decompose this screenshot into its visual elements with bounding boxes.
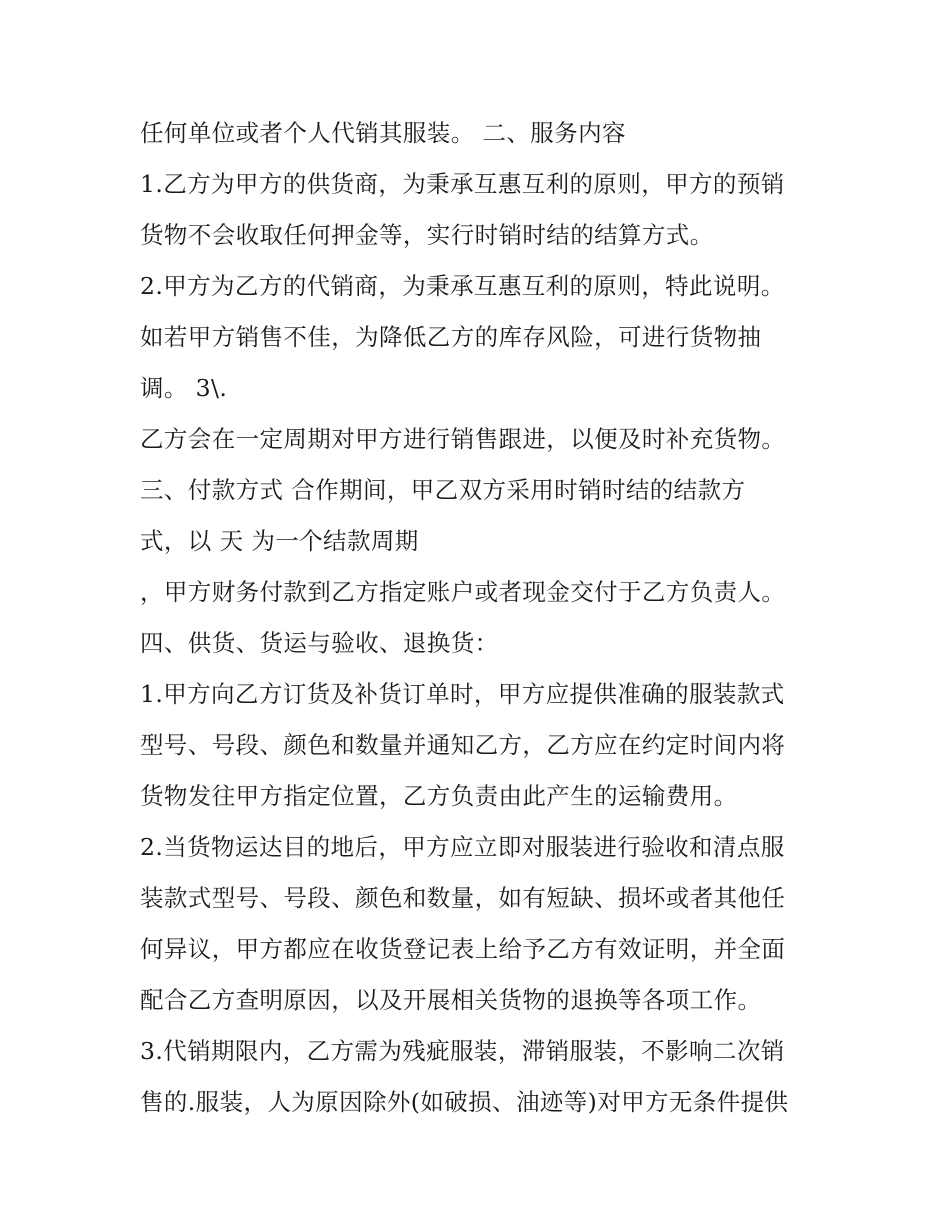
text-line: 货物发往甲方指定位置，乙方负责由此产生的运输费用。 bbox=[140, 782, 738, 810]
text-line: 2.当货物运达目的地后，甲方应立即对服装进行验收和清点服 bbox=[140, 833, 785, 861]
text-line: 装款式型号、号段、颜色和数量，如有短缺、损坏或者其他任 bbox=[140, 884, 786, 912]
text-line: 乙方会在一定周期对甲方进行销售跟进，以便及时补充货物。 bbox=[140, 425, 786, 453]
text-line: ，甲方财务付款到乙方指定账户或者现金交付于乙方负责人。 bbox=[140, 578, 786, 606]
text-line: 式，以 天 为一个结款周期 bbox=[140, 527, 419, 555]
text-line: 如若甲方销售不佳，为降低乙方的库存风险，可进行货物抽 bbox=[140, 323, 762, 351]
contract-body bbox=[140, 108, 840, 1128]
text-line: 任何单位或者个人代销其服装。 二、服务内容 bbox=[140, 119, 626, 147]
text-line: 售的.服装，人为原因除外(如破损、油迹等)对甲方无条件提供 bbox=[140, 1088, 789, 1116]
text-line: 1.乙方为甲方的供货商，为秉承互惠互利的原则，甲方的预销 bbox=[140, 170, 785, 198]
text-line: 四、供货、货运与验收、退换货： bbox=[140, 629, 499, 657]
text-line: 1.甲方向乙方订货及补货订单时，甲方应提供准确的服装款式 bbox=[140, 680, 785, 708]
text-line: 3.代销期限内，乙方需为残疵服装，滞销服装，不影响二次销 bbox=[140, 1037, 785, 1065]
text-line: 三、付款方式 合作期间，甲乙双方采用时销时结的结款方 bbox=[140, 476, 746, 504]
text-line: 货物不会收取任何押金等，实行时销时结的结算方式。 bbox=[140, 221, 714, 249]
text-line: 配合乙方查明原因，以及开展相关货物的退换等各项工作。 bbox=[140, 986, 762, 1014]
text-line: 2.甲方为乙方的代销商，为秉承互惠互利的原则，特此说明。 bbox=[140, 272, 785, 300]
text-line: 型号、号段、颜色和数量并通知乙方，乙方应在约定时间内将 bbox=[140, 731, 786, 759]
text-line: 调。 3\. bbox=[140, 374, 228, 402]
text-line: 何异议，甲方都应在收货登记表上给予乙方有效证明，并全面 bbox=[140, 935, 786, 963]
